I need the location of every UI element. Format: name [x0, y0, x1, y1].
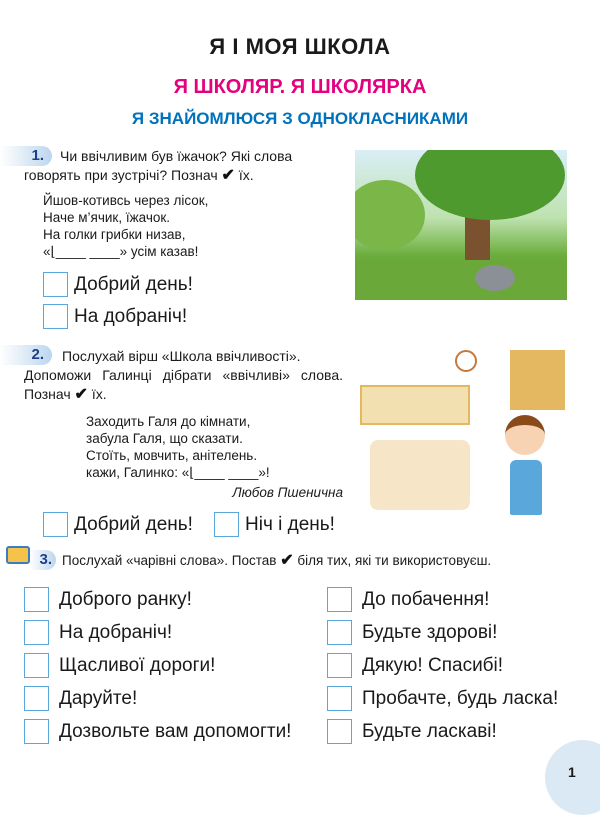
task-3-instruction [62, 552, 491, 570]
task-3-option[interactable] [327, 682, 558, 715]
task-1-line1: Чи ввічливим був їжачок? Які слова [60, 148, 293, 164]
option-label: На добраніч! [74, 305, 188, 327]
option-label: До побачення! [362, 588, 490, 610]
checkbox[interactable] [43, 304, 68, 329]
task-3-option[interactable] [24, 616, 291, 649]
poem-line: Наче м’ячик, їжачок. [43, 210, 171, 225]
task-3-right-column [327, 583, 558, 748]
poem-author: Любов Пшенична [232, 485, 343, 500]
task-1-badge: 1. [0, 146, 52, 166]
poem-line: Заходить Галя до кімнати, [86, 414, 251, 429]
task-2-line1: Послухай вірш «Школа ввічливості». [62, 348, 301, 364]
checkbox[interactable] [24, 653, 49, 678]
checkbox[interactable] [24, 686, 49, 711]
task-2-text: їх. [91, 386, 107, 402]
option-label: Будьте ласкаві! [362, 720, 497, 742]
section-title: Я ШКОЛЯР. Я ШКОЛЯРКА [173, 76, 427, 98]
poem-line: кажи, Галинко: «⌊____ ____»! [86, 465, 270, 480]
task-2-option[interactable] [43, 512, 193, 537]
checkbox[interactable] [24, 587, 49, 612]
poem-line: На голки грибки низав, [43, 227, 186, 242]
task-2-text: Познач [24, 386, 71, 402]
task-3-text: Послухай «чарівні слова». Постав [62, 553, 277, 568]
task-3-option[interactable] [24, 682, 291, 715]
checkbox[interactable] [24, 620, 49, 645]
checkbox[interactable] [24, 719, 49, 744]
option-label: Будьте здорові! [362, 621, 498, 643]
task-1-option[interactable] [43, 304, 187, 329]
poem-line: «⌊____ ____» усім казав! [43, 244, 199, 259]
option-label: Ніч і день! [245, 513, 335, 535]
task-3-option[interactable] [327, 715, 558, 748]
book-pencil-icon [6, 546, 30, 564]
checkbox[interactable] [327, 620, 352, 645]
task-3-text: біля тих, які ти використовуєш. [297, 553, 492, 568]
option-label: Доброго ранку! [59, 588, 192, 610]
task-1-text: говорять при зустрічі? Познач [24, 167, 218, 183]
checkbox[interactable] [327, 653, 352, 678]
checkbox[interactable] [327, 686, 352, 711]
task-3-option[interactable] [327, 583, 558, 616]
checkbox[interactable] [327, 587, 352, 612]
task-2-badge: 2. [0, 345, 52, 365]
check-mark-icon: ✔ [280, 552, 294, 569]
checkbox[interactable] [327, 719, 352, 744]
task-3-left-column [24, 583, 291, 748]
task-1-poem [43, 192, 208, 260]
option-label: Даруйте! [59, 687, 138, 709]
task-1-line2 [24, 166, 254, 185]
checkbox[interactable] [43, 512, 68, 537]
page-title: Я І МОЯ ШКОЛА [209, 34, 391, 59]
option-label: Щасливої дороги! [59, 654, 216, 676]
poem-line: Йшов-котивсь через лісок, [43, 193, 209, 208]
forest-hedgehog-illustration [355, 150, 567, 300]
task-1-option[interactable] [43, 272, 193, 297]
task-3-option[interactable] [327, 616, 558, 649]
option-label: Добрий день! [74, 273, 193, 295]
task-3-option[interactable] [24, 583, 291, 616]
check-mark-icon: ✔ [74, 386, 88, 403]
option-label: Добрий день! [74, 513, 193, 535]
option-label: Пробачте, будь ласка! [362, 687, 559, 709]
topic-title: Я ЗНАЙОМЛЮСЯ З ОДНОКЛАСНИКАМИ [131, 109, 469, 128]
option-label: На добраніч! [59, 621, 173, 643]
task-2-poem [86, 413, 270, 481]
task-2-line3 [24, 385, 107, 404]
checkbox[interactable] [43, 272, 68, 297]
check-mark-icon: ✔ [221, 167, 235, 184]
classroom-illustration [350, 345, 568, 535]
task-3-option[interactable] [24, 649, 291, 682]
poem-line: Стоїть, мовчить, анітелень. [86, 448, 258, 463]
poem-line: забула Галя, що сказати. [86, 431, 243, 446]
task-3-option[interactable] [327, 649, 558, 682]
page-number: 1 [545, 740, 600, 815]
task-3-badge: 3. [30, 550, 56, 570]
task-3-option[interactable] [24, 715, 291, 748]
task-2-line2: Допоможи Галинці дібрати «ввічливі» слова. [24, 367, 343, 383]
task-2-option[interactable] [214, 512, 335, 537]
option-label: Дякую! Спасибі! [362, 654, 504, 676]
option-label: Дозвольте вам допомогти! [59, 720, 292, 742]
task-1-text: їх. [238, 167, 254, 183]
checkbox[interactable] [214, 512, 239, 537]
